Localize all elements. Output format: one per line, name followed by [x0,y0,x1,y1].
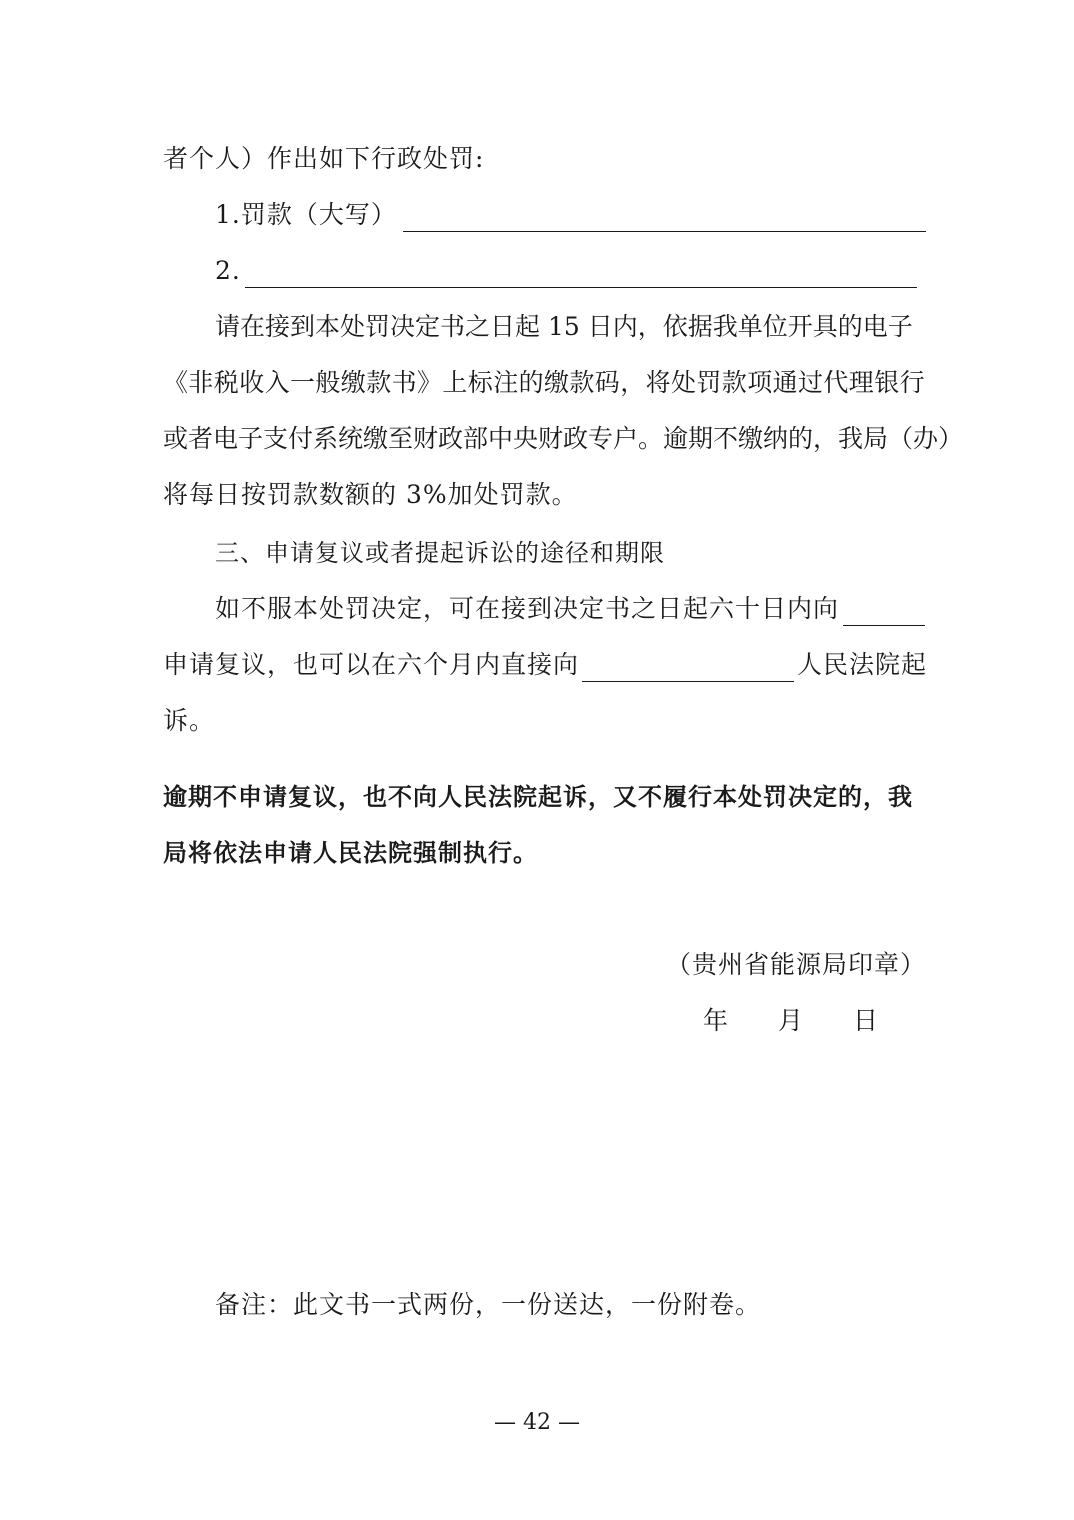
appeal-text: 申请复议，也可以在六个月内直接向 [163,650,580,679]
note: 备注：此文书一式两份，一份送达，一份附卷。 [215,1290,762,1319]
section-heading: 三、申请复议或者提起诉讼的途径和期限 [215,539,665,567]
appeal-line-2 [163,648,927,682]
fine-item [215,198,926,232]
paragraph-line: 将每日按罚款数额的 3%加处罚款。 [163,480,578,509]
appeal-text: 如不服本处罚决定，可在接到决定书之日起六十日内向 [215,594,840,623]
warning-line: 局将依法申请人民法院强制执行。 [163,839,538,867]
page-number: — 42 — [494,1410,580,1435]
paragraph-line: 《非税收入一般缴款书》上标注的缴款码，将处罚款项通过代理银行 [163,368,926,397]
item-2 [215,254,917,288]
warning-line: 逾期不申请复议，也不向人民法院起诉，又不履行本处罚决定的，我 [163,783,913,811]
date-month: 月 [778,1006,805,1035]
fine-label: 1.罚款（大写） [215,200,397,229]
date-day: 日 [853,1006,880,1035]
item-2-label: 2. [215,256,241,285]
review-authority-blank [843,599,925,626]
paragraph-line [215,310,913,344]
appeal-line-3: 诉。 [163,706,216,735]
fine-amount-blank [403,205,926,232]
item-2-blank [245,261,917,288]
appeal-text: 人民法院起 [797,650,928,679]
appeal-line-1 [215,592,925,626]
text-line: 者个人）作出如下行政处罚: [163,144,485,173]
paragraph-line: 或者电子支付系统缴至财政部中央财政专户。逾期不缴纳的，我局（办） [163,424,964,453]
seal-text: （贵州省能源局印章） [666,950,927,979]
court-blank [582,655,794,682]
date-year: 年 [703,1006,730,1035]
paragraph-text: 请在接到本处罚决定书之日起 15 日内，依据我单位开具的电子 [215,312,913,341]
